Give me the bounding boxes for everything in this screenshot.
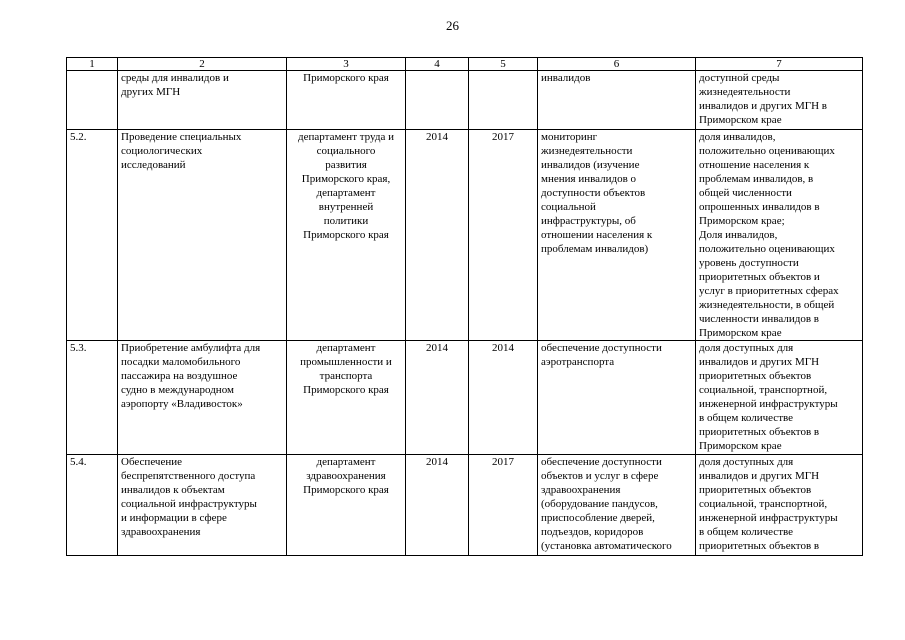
cell-end-year: 2017 — [469, 455, 538, 556]
cell-number: 5.3. — [67, 341, 118, 455]
table-row — [67, 341, 863, 455]
column-header: 2 — [118, 58, 287, 71]
table-row — [67, 130, 863, 341]
cell-start-year — [406, 71, 469, 130]
cell-expected-result: инвалидов — [538, 71, 696, 130]
cell-number: 5.2. — [67, 130, 118, 341]
cell-end-year: 2014 — [469, 341, 538, 455]
column-header: 4 — [406, 58, 469, 71]
table-row — [67, 455, 863, 556]
cell-start-year: 2014 — [406, 455, 469, 556]
cell-end-year: 2017 — [469, 130, 538, 341]
column-header: 6 — [538, 58, 696, 71]
column-header: 7 — [696, 58, 863, 71]
cell-measure-name: Проведение специальных социологических исследований — [118, 130, 287, 341]
column-header: 3 — [287, 58, 406, 71]
cell-indicator: доступной среды жизнедеятельности инвалидов и других МГН в Приморском крае — [696, 71, 863, 130]
cell-start-year: 2014 — [406, 130, 469, 341]
cell-indicator: доля доступных для инвалидов и других МГН приоритетных объектов социальной, транспортной, инженерной инфраструктуры в общем количестве приоритетных объектов в — [696, 455, 863, 556]
cell-measure-name: среды для инвалидов и других МГН — [118, 71, 287, 130]
cell-number — [67, 71, 118, 130]
program-table — [66, 57, 863, 556]
cell-start-year: 2014 — [406, 341, 469, 455]
cell-executor: Приморского края — [287, 71, 406, 130]
cell-executor: департамент здравоохранения Приморского края — [287, 455, 406, 556]
cell-expected-result: обеспечение доступности объектов и услуг в сфере здравоохранения (оборудование пандусов, приспособление дверей, подъездов, коридоров (установка автоматического — [538, 455, 696, 556]
page-number: 26 — [446, 18, 459, 33]
table-row-continuation — [67, 71, 863, 130]
table-header-row — [67, 58, 863, 71]
cell-expected-result: мониторинг жизнедеятельности инвалидов (изучение мнения инвалидов о доступности объектов социальной инфраструктуры, об отношении населения к проблемам инвалидов) — [538, 130, 696, 341]
column-header: 1 — [67, 58, 118, 71]
cell-indicator: доля доступных для инвалидов и других МГН приоритетных объектов социальной, транспортной, инженерной инфраструктуры в общем количестве приоритетных объектов в Приморском крае — [696, 341, 863, 455]
column-header: 5 — [469, 58, 538, 71]
cell-number: 5.4. — [67, 455, 118, 556]
cell-executor: департамент труда и социального развития Приморского края, департамент внутренней политики Приморского края — [287, 130, 406, 341]
cell-measure-name: Обеспечение беспрепятственного доступа инвалидов к объектам социальной инфраструктуры и информации в сфере здравоохранения — [118, 455, 287, 556]
cell-end-year — [469, 71, 538, 130]
cell-executor: департамент промышленности и транспорта Приморского края — [287, 341, 406, 455]
cell-measure-name: Приобретение амбулифта для посадки маломобильного пассажира на воздушное судно в международном аэропорту «Владивосток» — [118, 341, 287, 455]
cell-indicator: доля инвалидов, положительно оценивающих отношение населения к проблемам инвалидов, в общей численности опрошенных инвалидов в Приморском крае; Доля инвалидов, положительно оценивающих уровень доступности приоритетных объектов и услуг в приоритетных сферах жизнедеятельности, в общей численности инвалидов в Приморском крае — [696, 130, 863, 341]
cell-expected-result: обеспечение доступности аэротранспорта — [538, 341, 696, 455]
